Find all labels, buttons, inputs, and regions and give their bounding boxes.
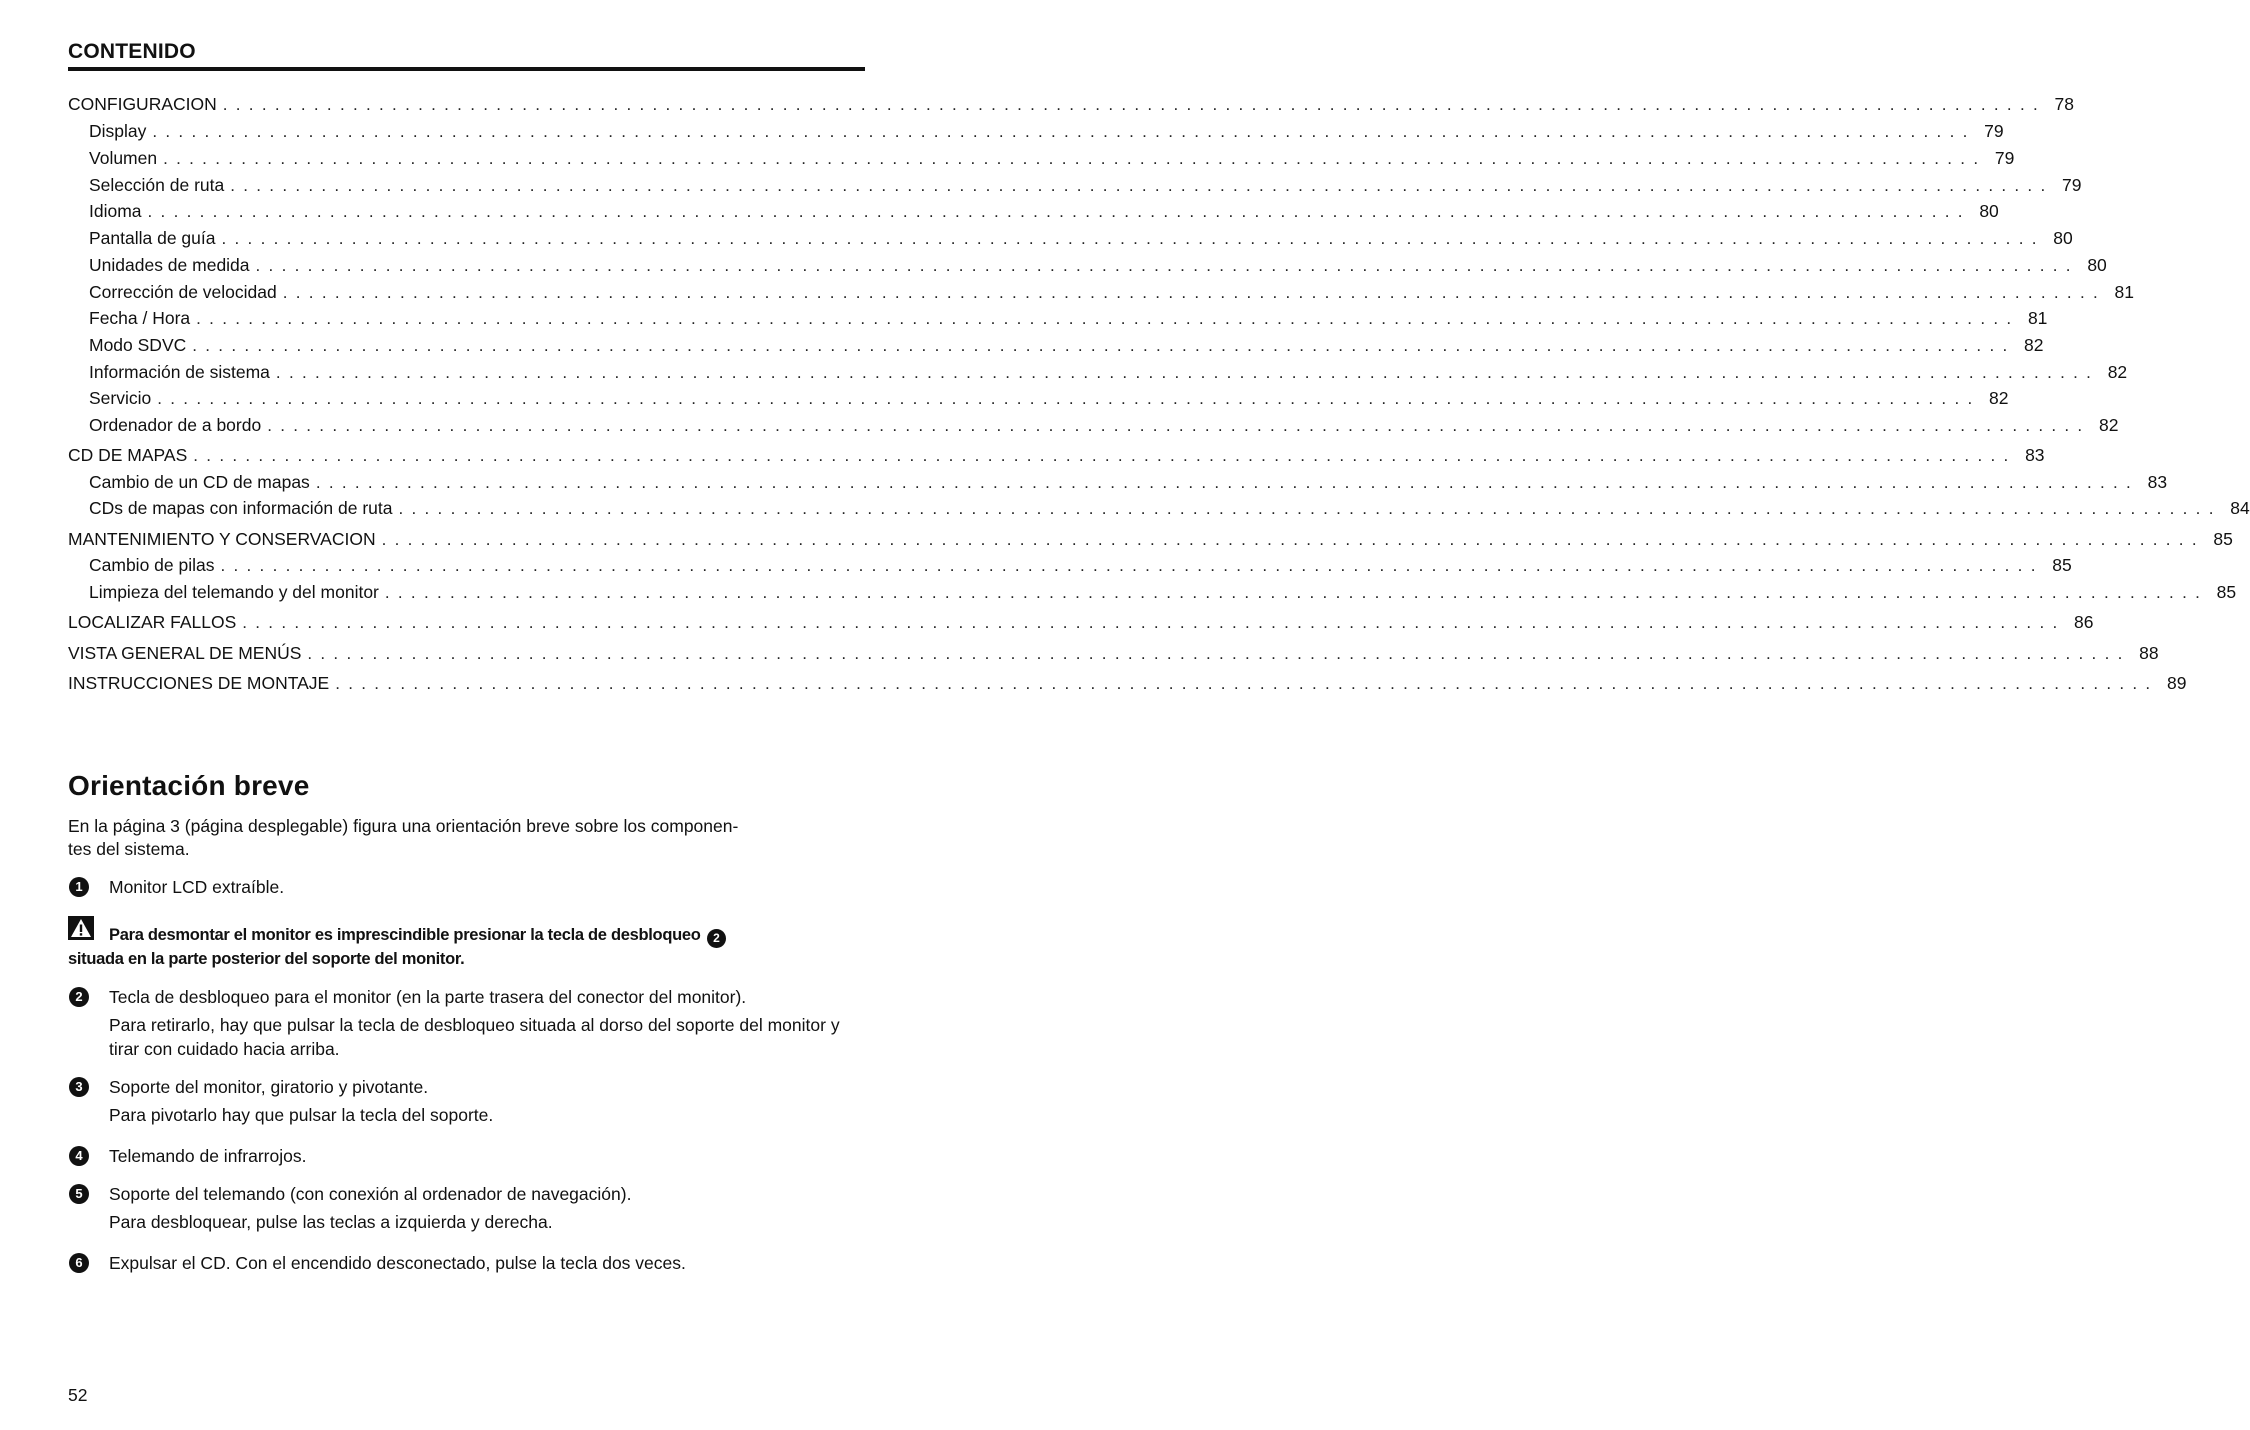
- toc-entry: [89, 496, 2250, 520]
- toc-leader-dots: ............................................................................................................................................: [222, 95, 2046, 114]
- toc-entry: [89, 470, 2168, 494]
- toc-entry-label: Fecha / Hora: [89, 308, 191, 328]
- intro-paragraph: [68, 815, 865, 861]
- toc-entry-label: Servicio: [89, 388, 152, 408]
- toc-entry-page: 85: [2216, 582, 2237, 602]
- toc-leader-dots: ............................................................................................................................................: [381, 530, 2205, 549]
- toc-entry-page: 78: [2054, 94, 2074, 114]
- intro-line-2: tes del sistema.: [68, 839, 190, 859]
- toc-leader-dots: ............................................................................................................................................: [192, 336, 2016, 355]
- toc-entry: [89, 333, 2044, 357]
- number-badge: 1: [69, 877, 89, 897]
- toc-entry: [89, 173, 2082, 197]
- toc-leader-dots: ............................................................................................................................................: [163, 149, 1987, 168]
- toc-entry-page: 79: [1984, 121, 2004, 141]
- toc-leader-dots: ............................................................................................................................................: [220, 556, 2044, 575]
- toc-entry-label: CDs de mapas con información de ruta: [89, 498, 393, 518]
- toc-entry-label: INSTRUCCIONES DE MONTAJE: [68, 673, 330, 693]
- toc-entry: [68, 527, 2233, 551]
- toc-entry: [89, 580, 2237, 604]
- toc-entry-page: 83: [2147, 472, 2168, 492]
- document-page: [68, 0, 2250, 1430]
- item-detail: Para pivotarlo hay que pulsar la tecla del soporte.: [109, 1105, 494, 1125]
- toc-leader-dots: ............................................................................................................................................: [230, 176, 2054, 195]
- item-text: Tecla de desbloqueo para el monitor (en la parte trasera del conector del monitor).: [109, 987, 747, 1007]
- toc-leader-dots: ............................................................................................................................................: [315, 473, 2140, 492]
- toc-entry-label: MANTENIMIENTO Y CONSERVACION: [68, 529, 376, 549]
- toc-heading: CONTENIDO: [68, 40, 196, 63]
- toc-leader-dots: ............................................................................................................................................: [147, 202, 1971, 221]
- toc-entry-label: Modo SDVC: [89, 335, 187, 355]
- item-text: Soporte del monitor, giratorio y pivotante.: [109, 1077, 429, 1097]
- warning-text: [68, 924, 865, 971]
- toc-entry: [89, 306, 2048, 330]
- number-badge: 2: [69, 987, 89, 1007]
- toc-leader-dots: ............................................................................................................................................: [255, 256, 2079, 275]
- toc-entry: [89, 199, 1999, 223]
- toc-entry-label: VISTA GENERAL DE MENÚS: [68, 643, 302, 663]
- toc-entry-label: CONFIGURACION: [68, 94, 217, 114]
- number-badge: 3: [69, 1077, 89, 1097]
- toc-entry: [89, 226, 2073, 250]
- toc-entry-label: Información de sistema: [89, 362, 270, 382]
- toc-leader-dots: ............................................................................................................................................: [242, 613, 2066, 632]
- toc-entry: [68, 610, 2094, 634]
- toc-entry-label: LOCALIZAR FALLOS: [68, 612, 237, 632]
- toc-entry-label: Cambio de un CD de mapas: [89, 472, 310, 492]
- toc-entry-page: 85: [2213, 529, 2233, 549]
- toc-entry-label: Selección de ruta: [89, 175, 225, 195]
- toc-entry: [68, 641, 2159, 665]
- toc-entry: [89, 119, 2004, 143]
- toc-leader-dots: ............................................................................................................................................: [398, 499, 2222, 518]
- toc-entry-page: 79: [2062, 175, 2082, 195]
- toc-entry: [68, 671, 2187, 695]
- toc-entry-label: Volumen: [89, 148, 158, 168]
- toc-entry: [89, 553, 2072, 577]
- toc-entry-page: 82: [2024, 335, 2044, 355]
- item-text: Expulsar el CD. Con el encendido desconectado, pulse la tecla dos veces.: [109, 1253, 686, 1273]
- toc-entry-page: 81: [2027, 308, 2048, 328]
- item-detail: Para retirarlo, hay que pulsar la tecla de desbloqueo situada al dorso del soporte del monitor y tirar con cuidado hacia arriba.: [109, 1015, 840, 1059]
- toc-entry-label: Unidades de medida: [89, 255, 250, 275]
- section-title: Orientación breve: [68, 770, 310, 801]
- toc-entry-page: 80: [2053, 228, 2073, 248]
- toc-leader-dots: ............................................................................................................................................: [384, 583, 2209, 602]
- toc-entry-page: 79: [1994, 148, 2015, 168]
- toc-entry-page: 81: [2114, 282, 2134, 302]
- toc-leader-dots: ............................................................................................................................................: [152, 122, 1976, 141]
- toc-entry-page: 82: [1989, 388, 2009, 408]
- toc-entry-page: 82: [2099, 415, 2119, 435]
- item-text: Telemando de infrarrojos.: [109, 1146, 307, 1166]
- toc-entry-label: Limpieza del telemando y del monitor: [89, 582, 379, 602]
- toc-entry-label: CD DE MAPAS: [68, 445, 188, 465]
- toc-entry-label: Display: [89, 121, 147, 141]
- toc-entry: [68, 443, 2045, 467]
- toc-entry-label: Pantalla de guía: [89, 228, 216, 248]
- item-text: Soporte del telemando (con conexión al ordenador de navegación).: [109, 1184, 632, 1204]
- toc-leader-dots: ............................................................................................................................................: [193, 446, 2017, 465]
- toc-leader-dots: ............................................................................................................................................: [307, 644, 2131, 663]
- toc-entry: [89, 146, 2015, 170]
- toc-entry: [89, 413, 2119, 437]
- toc-entry-page: 85: [2052, 555, 2072, 575]
- number-badge: 5: [69, 1184, 89, 1204]
- reference-badge: 2: [707, 929, 726, 948]
- toc-entry: [89, 360, 2128, 384]
- toc-leader-dots: ............................................................................................................................................: [196, 309, 2020, 328]
- toc-leader-dots: ............................................................................................................................................: [282, 283, 2106, 302]
- number-badge: 6: [69, 1253, 89, 1273]
- toc-leader-dots: ............................................................................................................................................: [157, 389, 1981, 408]
- toc-entry-label: Cambio de pilas: [89, 555, 215, 575]
- toc-entry-label: Ordenador de a bordo: [89, 415, 262, 435]
- warning-text-before: Para desmontar el monitor es imprescindible presionar la tecla de desbloqueo: [109, 926, 701, 944]
- toc-entry: [89, 253, 2107, 277]
- number-badge: 4: [69, 1146, 89, 1166]
- toc-leader-dots: ............................................................................................................................................: [275, 363, 2100, 382]
- toc-leader-dots: ............................................................................................................................................: [221, 229, 2045, 248]
- toc-divider: [68, 67, 865, 71]
- intro-line-1: En la página 3 (página desplegable) figura una orientación breve sobre los componen-: [68, 816, 739, 836]
- toc-entry-page: 88: [2139, 643, 2159, 663]
- item-detail: Para desbloquear, pulse las teclas a izquierda y derecha.: [109, 1212, 553, 1232]
- toc-leader-dots: ............................................................................................................................................: [267, 416, 2091, 435]
- toc-entry: [89, 386, 2009, 410]
- toc-entry: [68, 92, 2074, 116]
- toc-entry-page: 80: [2087, 255, 2107, 275]
- warning-text-after: situada en la parte posterior del soporte del monitor.: [68, 950, 465, 968]
- toc-entry-label: Idioma: [89, 201, 142, 221]
- toc-entry-label: Corrección de velocidad: [89, 282, 277, 302]
- toc-entry-page: 89: [2167, 673, 2187, 693]
- item-text: Monitor LCD extraíble.: [109, 877, 285, 897]
- page-number: 52: [68, 1385, 88, 1405]
- toc-entry-page: 80: [1979, 201, 1999, 221]
- toc-entry-page: 83: [2025, 445, 2045, 465]
- toc-entry-page: 84: [2230, 498, 2250, 518]
- toc-entry-page: 86: [2074, 612, 2094, 632]
- toc-entry-page: 82: [2107, 362, 2128, 382]
- toc-entry: [89, 280, 2134, 304]
- toc-leader-dots: ............................................................................................................................................: [335, 674, 2159, 693]
